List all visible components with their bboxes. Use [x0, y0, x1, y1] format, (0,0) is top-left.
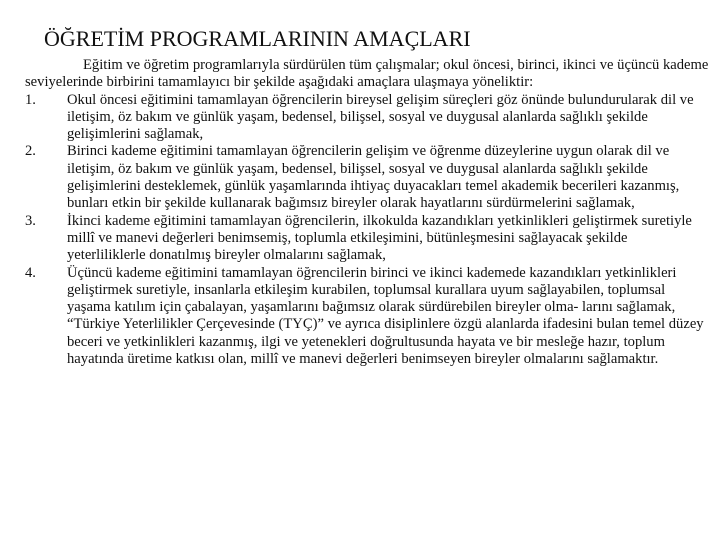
objective-text: Üçüncü kademe eğitimini tamamlayan öğrencilerin birinci ve ikinci kademede kazandıkları yetkinlikleri geliştirmek suretiyle, insanlarla etkileşim kurabilen, toplumsal kurallara uyum sağlayabilen, toplumsal yaşama katılım için çabalayan, yaşamlarını bağımsız olarak sürdürebilen bireyler olma- larını sağlamak, “Türkiye Yeterlilikler Çerçevesinde (TYÇ)” ve ayrıca disiplinlere özgü alanlarda ifadesini bulan temel düzey beceri ve yetkinlikleri kazanmış, ilgi ve yetenekleri doğrultusunda hayata ve bir mesleğe hazır, toplum hayatında üretime katkısı olan, millî ve manevi değerleri benimseyen bireyler olmalarını sağlamaktır.: [67, 264, 704, 368]
slide-body: [25, 57, 709, 368]
objectives-list: [25, 92, 709, 369]
objective-text: Okul öncesi eğitimini tamamlayan öğrencilerin bireysel gelişim süreçleri göz önünde bulundurularak dil ve iletişim, öz bakım ve günlük yaşam, bedensel, bilişsel, sosyal ve duygusal alanlarda sağlıklı şekilde gelişimlerini sağlamak,: [67, 91, 694, 143]
objective-item-1: [25, 92, 709, 144]
objective-number: 1.: [25, 91, 36, 108]
objective-text: Birinci kademe eğitimini tamamlayan öğrencilerin gelişim ve öğrenme düzeylerine uygun olarak dil ve iletişim, öz bakım ve günlük yaşam, bedensel, bilişsel, sosyal ve duygusal alanlarda sağlıklı şekilde gelişimlerini desteklemek, günlük yaşamlarında ihtiyaç duyacakları temel akademik becerileri kazanmış, bunları etkin bir şekilde kullanarak bağımsız bireyler olarak hayatlarını sürdürmelerini sağlamak,: [67, 143, 680, 212]
objective-item-3: [25, 213, 709, 265]
objective-number: 3.: [25, 212, 36, 229]
objective-number: 4.: [25, 264, 36, 281]
objective-text: İkinci kademe eğitimini tamamlayan öğrencilerin, ilkokulda kazandıkları yetkinlikleri geliştirmek suretiyle millî ve manevi değerleri benimsemiş, toplumla etkileşimini, bütünleşmesini sağlayacak şekilde yeterliliklerle donatılmış bireyler olmalarını sağlamak,: [67, 212, 692, 264]
intro-paragraph: Eğitim ve öğretim programlarıyla sürdürülen tüm çalışmalar; okul öncesi, birinci, ikinci ve üçüncü kademe seviyelerinde birbirini tamamlayıcı bir şekilde aşağıdaki amaçlara ulaşmaya yöneliktir:: [25, 57, 709, 91]
objective-number: 2.: [25, 143, 36, 160]
objective-item-4: [25, 265, 709, 369]
objective-item-2: [25, 143, 709, 212]
slide-title: ÖĞRETİM PROGRAMLARININ AMAÇLARI: [44, 26, 471, 51]
